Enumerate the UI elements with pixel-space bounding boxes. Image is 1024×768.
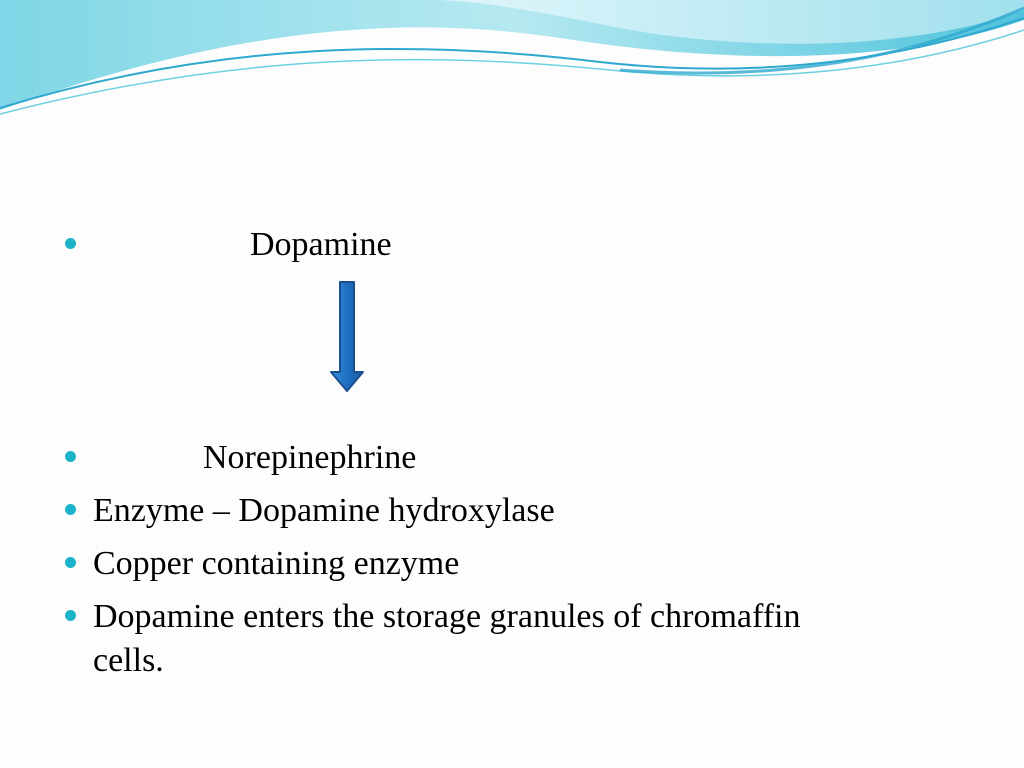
bullet-icon bbox=[65, 610, 76, 621]
item-text-copper: Copper containing enzyme bbox=[93, 545, 460, 582]
item-text-norepinephrine: Norepinephrine bbox=[203, 439, 417, 476]
item-text-enzyme: Enzyme – Dopamine hydroxylase bbox=[93, 492, 555, 529]
item-text-storage-cont: cells. bbox=[93, 642, 164, 679]
bullet-icon bbox=[65, 451, 76, 462]
bullet-icon bbox=[65, 504, 76, 515]
down-arrow-icon bbox=[329, 280, 365, 394]
bullet-icon bbox=[65, 557, 76, 568]
item-text-storage: Dopamine enters the storage granules of chromaffin bbox=[93, 598, 801, 635]
bullet-icon bbox=[65, 238, 76, 249]
item-text-dopamine: Dopamine bbox=[250, 226, 392, 263]
